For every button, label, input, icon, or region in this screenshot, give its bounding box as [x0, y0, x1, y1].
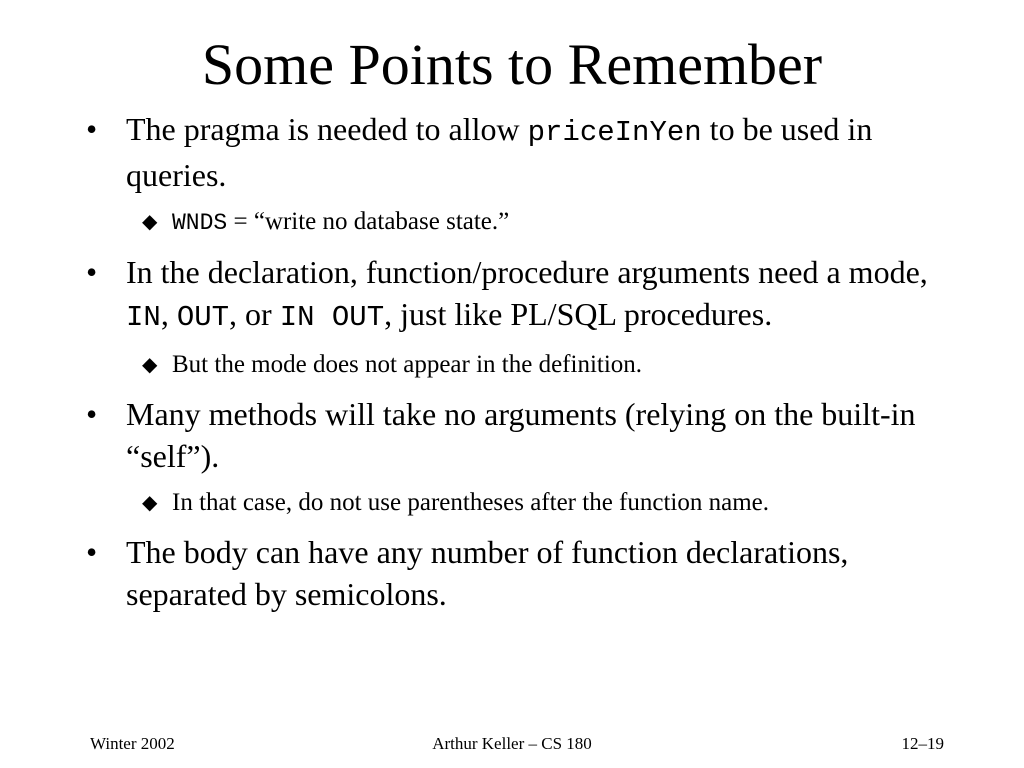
bullet-dot: • — [86, 534, 98, 570]
bullet-1-text: to be used in queries. — [126, 111, 873, 193]
bullet-2-text: , — [160, 296, 177, 332]
bullet-2-text: , just like PL/SQL procedures. — [384, 296, 773, 332]
sub-bullet-1-1-text: = “write no database state.” — [227, 208, 510, 235]
code-in: IN — [126, 301, 161, 334]
slide-title: Some Points to Remember — [201, 32, 823, 97]
code-in-out: IN OUT — [279, 301, 385, 334]
sub-bullet-2-1-text: But the mode does not appear in the definition. — [172, 351, 643, 378]
slide-body — [86, 108, 936, 623]
bullet-2-text: , or — [229, 296, 280, 332]
sub-bullet-3-1 — [86, 485, 936, 521]
footer-author: Arthur Keller – CS 180 — [432, 734, 592, 753]
bullet-2 — [86, 251, 936, 339]
footer-date: Winter 2002 — [90, 734, 175, 753]
footer-slide-number: 12–19 — [901, 734, 944, 753]
code-priceinyen: priceInYen — [527, 116, 702, 149]
bullet-1 — [86, 108, 936, 196]
code-wnds: WNDS — [172, 210, 228, 236]
sub-bullet-3-1-text: In that case, do not use parentheses after the function name. — [172, 489, 769, 516]
bullet-3-text: Many methods will take no arguments (relying on the built-in “self”). — [126, 396, 916, 474]
sub-bullet-1-1 — [86, 204, 936, 241]
bullet-dot: • — [86, 396, 98, 432]
bullet-1-text: The pragma is needed to allow — [126, 111, 528, 147]
sub-bullet-2-1 — [86, 347, 936, 383]
diamond-bullet-icon: ◆ — [142, 492, 158, 514]
bullet-dot: • — [86, 111, 98, 147]
bullet-dot: • — [86, 254, 98, 290]
bullet-4 — [86, 531, 936, 615]
diamond-bullet-icon: ◆ — [142, 354, 158, 376]
diamond-bullet-icon: ◆ — [142, 211, 158, 233]
bullet-3 — [86, 393, 936, 477]
bullet-4-text: The body can have any number of function declarations, separated by semicolons. — [126, 534, 849, 612]
bullet-2-text: In the declaration, function/procedure arguments need a mode, — [126, 254, 928, 290]
code-out: OUT — [176, 301, 230, 334]
